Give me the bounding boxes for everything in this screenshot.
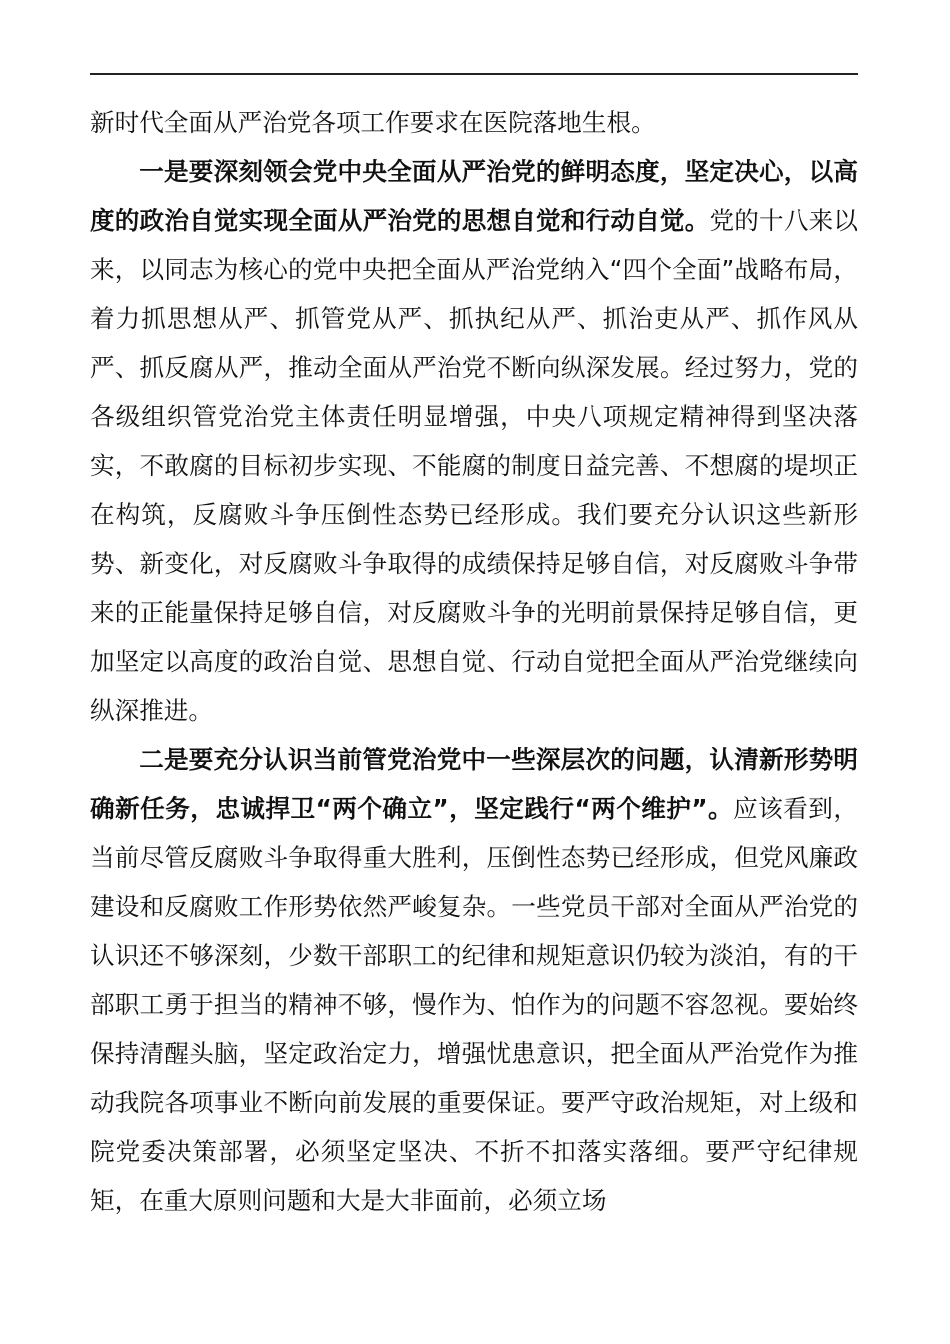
paragraph-3-text: 应该看到，当前尽管反腐败斗争取得重大胜利，压倒性态势已经形成，但党风廉政建设和反腐败工作形势依然严峻复杂。一些党员干部对全面从严治党的认识还不够深刻，少数干部职工的纪律和规矩意识仍较为淡泊，有的干部职工勇于担当的精神不够，慢作为、怕作为的问题不容忽视。要始终保持清醒头脑，坚定政治定力，增强忧患意识，把全面从严治党作为推动我院各项事业不断向前发展的重要保证。要严守政治规矩，对上级和院党委决策部署，必须坚定坚决、不折不扣落实落细。要严守纪律规矩，在重大原则问题和大是大非面前，必须立场 [90,794,858,1215]
paragraph-2-lead: 一是要深刻领会党中央全面从严治党的鲜明态度，坚定决心，以高度的政治自觉实现全面从严治党的思想自觉和行动自觉。 [90,157,858,235]
paragraph-point-two [90,735,858,1225]
paragraph-2-text: 党的十八来以来，以同志为核心的党中央把全面从严治党纳入“四个全面”战略布局，着力抓思想从严、抓管党从严、抓执纪从严、抓治吏从严、抓作风从严、抓反腐从严，推动全面从严治党不断向纵深发展。经过努力，党的各级组织管党治党主体责任明显增强，中央八项规定精神得到坚决落实，不敢腐的目标初步实现、不能腐的制度日益完善、不想腐的堤坝正在构筑，反腐败斗争压倒性态势已经形成。我们要充分认识这些新形势、新变化，对反腐败斗争取得的成绩保持足够自信，对反腐败斗争带来的正能量保持足够自信，对反腐败斗争的光明前景保持足够自信，更加坚定以高度的政治自觉、思想自觉、行动自觉把全面从严治党继续向纵深推进。 [90,206,858,725]
paragraph-1-text: 新时代全面从严治党各项工作要求在医院落地生根。 [90,108,656,137]
header-rule [90,73,858,75]
body-text [90,98,858,1225]
paragraph-continuation [90,98,858,147]
paragraph-point-one [90,147,858,735]
paragraph-3-lead: 二是要充分认识当前管党治党中一些深层次的问题，认清新形势明确新任务，忠诚捍卫“两个确立”，坚定践行“两个维护”。 [90,745,858,823]
